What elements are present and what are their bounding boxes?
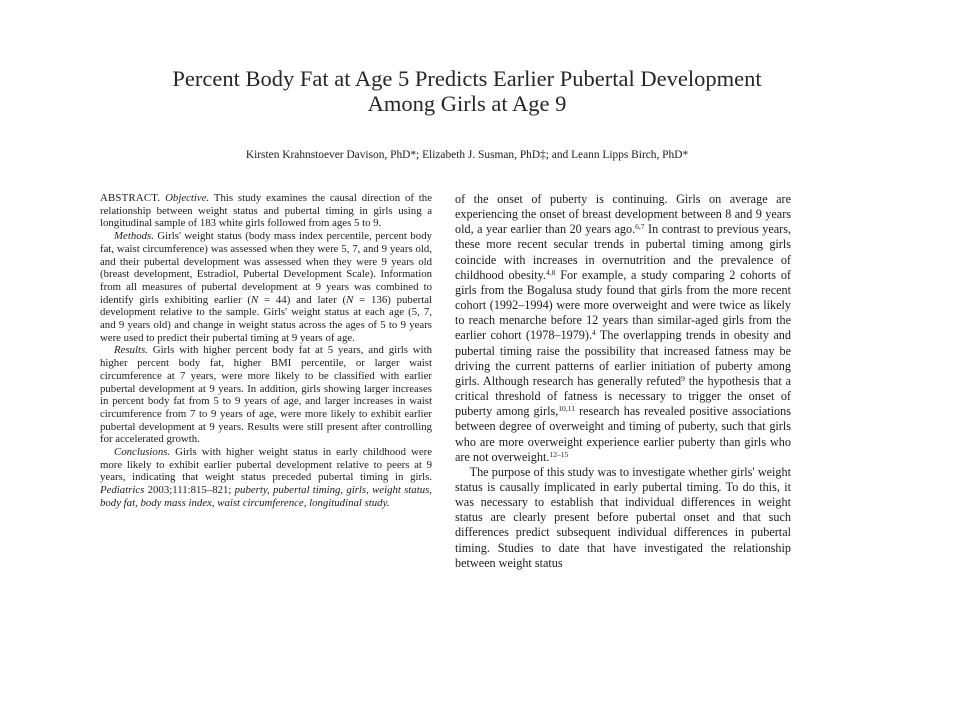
italic-text: N: [250, 293, 259, 306]
citation-superscript: 12–15: [549, 449, 569, 459]
paragraph: [100, 344, 432, 446]
text-run: Girls with higher weight status in early childhood were more likely to exhibit earlier pubertal development relative to peers at 9 years, indicating that weight status preceded pubertal timing in girls.: [100, 446, 432, 484]
italic-text: puberty, pubertal timing, girls, weight status, body fat, body mass index, waist circumference, longitudinal study.: [100, 484, 432, 509]
italic-text: Objective.: [165, 192, 210, 204]
text-run: = 44) and later (: [258, 293, 347, 306]
citation-superscript: 4,8: [545, 267, 556, 277]
article-title-line-1: Percent Body Fat at Age 5 Predicts Earlier Pubertal Development: [172, 66, 762, 91]
paragraph: [100, 230, 432, 344]
italic-text: Methods.: [114, 230, 154, 243]
italic-text: Pediatrics: [100, 484, 145, 497]
citation-superscript: 10,11: [558, 404, 575, 414]
abstract-column: [100, 192, 432, 664]
author-line: Kirsten Krahnstoever Davison, PhD*; Elizabeth J. Susman, PhD‡; and Leann Lipps Birch, PhD*: [245, 149, 689, 161]
text-run: Girls' weight status (body mass index percentile, percent body fat, waist circumference) was assessed when they were 5, 7, and 9 years old, and their pubertal development was assessed when they were 9 years old (breast development, Estradiol, Pubertal Development Scale). Information from all measures of pubertal development at 9 years was combined to identify girls exhibiting earlier (: [100, 230, 432, 306]
text-run: the hypothesis that a critical threshold of fatness is necessary to trigger the onset of puberty among girls,: [455, 373, 791, 419]
paragraph: [455, 465, 791, 571]
paragraph: [100, 192, 432, 230]
text-run: 2003;111:815–821;: [144, 484, 235, 497]
italic-text: Conclusions.: [114, 446, 171, 459]
italic-text: N: [346, 293, 354, 306]
citation-superscript: 6,7: [635, 222, 645, 232]
text-run: Girls with higher percent body fat at 5 years, and girls with higher percent body fat, higher BMI percentile, or larger waist circumference at 7 years, were more likely to be classified with earlier pubertal development at 9 years. In addition, girls showing larger increases in percent body fat from 5 to 9 years of age, and larger increases in waist circumference from 7 to 9 years of age, were more likely to exhibit earlier pubertal development at 9 years. Results were still present after controlling for accelerated growth.: [100, 344, 432, 446]
text-run: For example, a study comparing 2 cohorts of girls from the Bogalusa study found that girls from the more recent cohort (1992–1994) were more overweight and were twice as likely to reach menarche before 12 years than similar-aged girls from the earlier cohort (1978–1979).: [455, 267, 791, 343]
text-run: = 136) pubertal development relative to the sample. Girls' weight status at each age (5, 7, and 9 years old) and change in weight status across the ages of 5 to 9 years were used to predict their pubertal timing at 9 years of age.: [100, 293, 432, 344]
citation-superscript: 4: [592, 328, 596, 338]
text-run: research has revealed positive associations between degree of overweight and timing of puberty, such that girls who are more overweight experience earlier puberty than girls who are not overweight.: [455, 404, 791, 464]
text-run: The overlapping trends in obesity and pubertal timing raise the possibility that increased fatness may be driving the current patterns of earlier initiation of puberty among girls. Although research has generally refuted: [455, 328, 791, 388]
citation-superscript: 9: [681, 373, 685, 383]
text-run: This study examines the causal direction of the relationship between weight status and pubertal timing in girls using a longitudinal sample of 183 white girls followed from ages 5 to 9.: [100, 192, 432, 230]
body-text-column: [455, 192, 791, 678]
text-run: of the onset of puberty is continuing. Girls on average are experiencing the onset of breast development between 8 and 9 years old, a year earlier than 20 years ago.: [455, 192, 791, 237]
italic-text: Results.: [114, 344, 148, 357]
text-run: In contrast to previous years, these more recent secular trends in pubertal timing among girls coincide with increases in overnutrition and the prevalence of childhood obesity.: [455, 222, 791, 282]
text-run: The purpose of this study was to investigate whether girls' weight status is causally implicated in early pubertal timing. To do this, it was necessary to establish that individual differences in weight status are clearly present before pubertal onset and that such differences predict subsequent individual differences in pubertal timing. Studies to date that have investigated the relationship between weight status: [455, 464, 791, 570]
paragraph: [455, 192, 791, 465]
abstract-heading: ABSTRACT.: [100, 192, 161, 204]
paragraph: [100, 446, 432, 510]
article-title-line-2: Among Girls at Age 9: [367, 91, 567, 116]
article-title: [96, 66, 838, 116]
